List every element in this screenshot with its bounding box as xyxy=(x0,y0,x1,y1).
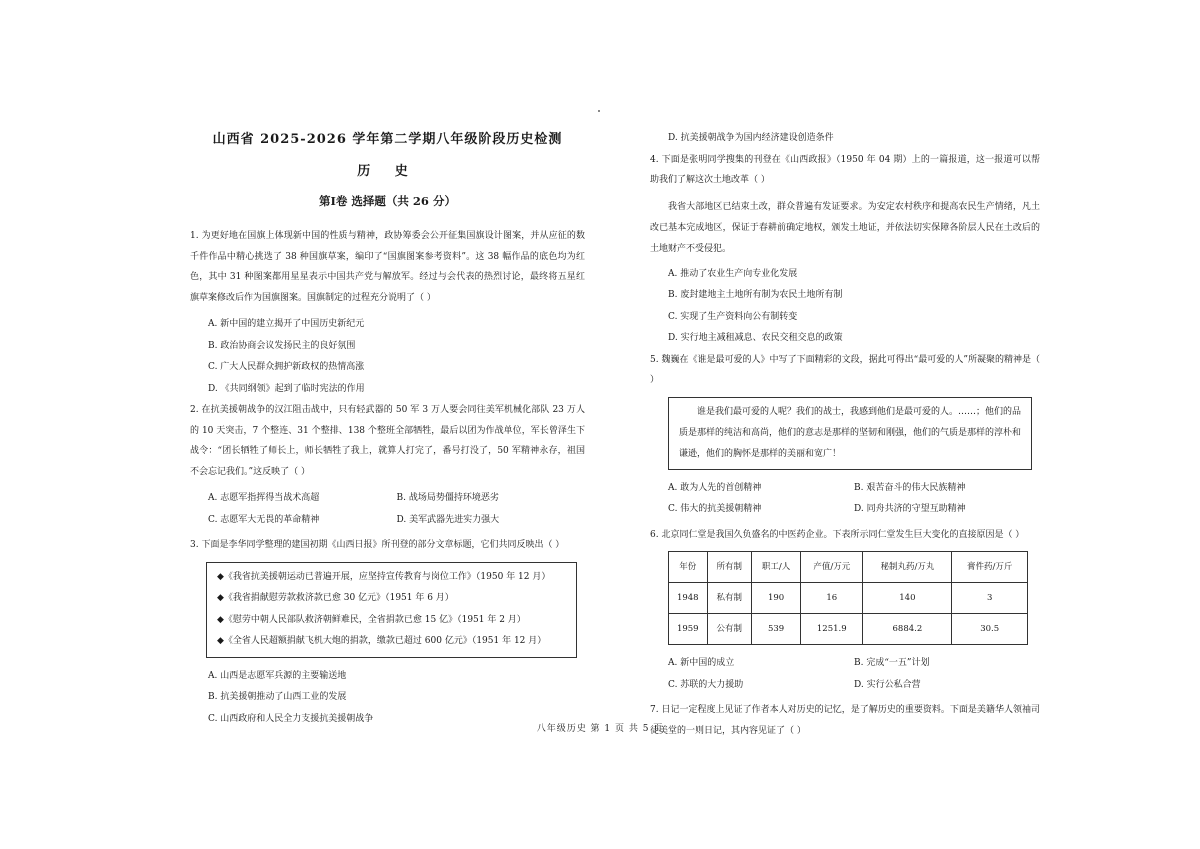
option-c: C. 广大人民群众拥护新政权的热情高涨 xyxy=(208,362,365,373)
table-row xyxy=(669,614,1028,645)
headline: ◆《我省抗美援朝运动已普遍开展，应坚持宣传教育与岗位工作》（1950 年 12 月） xyxy=(217,571,551,582)
headline: ◆《我省捐献慰劳款救济款已愈 30 亿元》（1951 年 6 月） xyxy=(217,593,454,604)
option-c: C. 实现了生产资料向公有制转变 xyxy=(668,311,798,322)
options-grid xyxy=(650,478,1040,521)
question-3 xyxy=(190,535,585,730)
question-6 xyxy=(650,525,1040,697)
table-cell: 539 xyxy=(752,614,801,645)
option-b: B. 政治协商会议发扬民主的良好氛围 xyxy=(208,340,356,351)
subject-title: 历 史 xyxy=(357,163,418,179)
option-b: B. 完成“一五”计划 xyxy=(854,658,930,668)
scan-dot xyxy=(598,110,600,112)
question-stem: 6. 北京同仁堂是我国久负盛名的中医药企业。下表所示同仁堂发生巨大变化的直接原因是（ ） xyxy=(650,529,1025,540)
question-4 xyxy=(650,150,1040,350)
table-cell: 公有制 xyxy=(707,614,752,645)
table-cell: 6884.2 xyxy=(863,614,952,645)
question-stem: 1. 为更好地在国旗上体现新中国的性质与精神，政协筹委会公开征集国旗设计图案，并从应征的数千件作品中精心挑选了 38 种国旗草案，编印了“国旗图案参考资料”。这 38 幅作品的底色均为红色，其中 31 种图案都用星星表示中国共产党与解放军。经过与会代表的热烈讨论，最终将五星红旗草案修改后作为国旗图案。国旗制定的过程充分说明了（ ） xyxy=(190,231,585,303)
option-a: A. 敢为人先的首创精神 xyxy=(668,482,762,493)
option-b: B. 废封建地主土地所有制为农民土地所有制 xyxy=(668,290,843,300)
table-cell: 1251.9 xyxy=(801,614,863,645)
option-a: A. 山西是志愿军兵源的主要输送地 xyxy=(208,670,347,681)
table-cell: 30.5 xyxy=(952,614,1028,645)
table-header-row xyxy=(669,552,1028,583)
option-a: A. 新中国的建立揭开了中国历史新纪元 xyxy=(208,319,365,330)
option-d: D. 《共同纲领》起到了临时宪法的作用 xyxy=(208,383,365,394)
right-column xyxy=(650,128,1040,747)
question-1 xyxy=(190,226,585,400)
option-d: D. 同舟共济的守望互助精神 xyxy=(854,504,966,514)
option-b: B. 艰苦奋斗的伟大民族精神 xyxy=(854,482,966,493)
left-column xyxy=(190,120,585,730)
option-c: C. 山西政府和人民全力支援抗美援朝战争 xyxy=(208,713,374,724)
table-header: 产值/万元 xyxy=(801,552,863,583)
table-header: 所有制 xyxy=(707,552,752,583)
options-grid xyxy=(190,488,585,531)
option-a: A. 志愿军指挥得当战术高超 xyxy=(208,493,320,504)
question-stem: 2. 在抗美援朝战争的汉江阻击战中，只有轻武器的 50 军 3 万人要会同往美军机械化部队 23 万人的 10 天突击，7 个整连、31 个整排、138 个整班全部牺牲，最后以团为作战单位，军长曾泽生下战令：“团长牺牲了师长上，师长牺牲了我上，就算人打完了，番号打没了，50 军精神永存，祖国不会忘记我们。”这反映了（ ） xyxy=(190,405,585,477)
option-d: D. 抗美援朝战争为国内经济建设创造条件 xyxy=(668,133,834,143)
table-row xyxy=(669,583,1028,614)
option-d: D. 实行地主减租减息、农民交租交息的政策 xyxy=(668,333,843,343)
page-footer: 八年级历史 第 1 页 共 5 页 xyxy=(536,724,664,734)
question-stem: 4. 下面是张明同学搜集的刊登在《山西政报》（1950 年 04 期）上的一篇报道，这一报道可以帮助我们了解这次土地改革（ ） xyxy=(650,154,1040,185)
question-stem: 5. 魏巍在《谁是最可爱的人》中写了下面精彩的文段，据此可得出“最可爱的人”所凝聚的精神是（ ） xyxy=(650,354,1040,385)
report-passage: 我省大部地区已结束土改，群众普遍有发证要求。为安定农村秩序和提高农民生产情绪，凡土改已基本完成地区，保证于春耕前确定地权，颁发土地证，并依法切实保障各阶层人民在土改后的土地财产不受侵犯。 xyxy=(650,201,1040,254)
table-cell: 3 xyxy=(952,583,1028,614)
table-cell: 1959 xyxy=(669,614,708,645)
quote-box: 谁是我们最可爱的人呢？我们的战士，我感到他们是最可爱的人。……；他们的品质是那样的纯洁和高尚，他们的意志是那样的坚韧和刚强，他们的气质是那样的淳朴和谦逊，他们的胸怀是那样的美丽和宽广！ xyxy=(668,397,1032,470)
option-b: B. 战场局势僵持环境恶劣 xyxy=(396,493,499,504)
table-header: 膏件药/万斤 xyxy=(952,552,1028,583)
section-title: 第Ⅰ卷 选择题（共 26 分） xyxy=(319,194,456,208)
option-c: C. 苏联的大力援助 xyxy=(668,679,744,690)
table-header: 秘制丸药/万丸 xyxy=(863,552,952,583)
option-c: C. 志愿军大无畏的革命精神 xyxy=(208,514,320,525)
table-header: 年份 xyxy=(669,552,708,583)
headline: ◆《慰劳中朝人民部队救济朝鲜难民，全省捐款已愈 15 亿》（1951 年 2 月） xyxy=(217,614,526,625)
question-2 xyxy=(190,400,585,531)
headline: ◆《全省人民超额捐献飞机大炮的捐款，缴款已超过 600 亿元》（1951 年 12 月） xyxy=(217,636,547,647)
table-cell: 140 xyxy=(863,583,952,614)
option-d: D. 实行公私合营 xyxy=(854,679,921,690)
options-grid xyxy=(650,653,1040,696)
data-table xyxy=(668,551,1028,645)
table-cell: 16 xyxy=(801,583,863,614)
option-a: A. 新中国的成立 xyxy=(668,658,735,668)
option-c: C. 伟大的抗美援朝精神 xyxy=(668,504,762,514)
question-stem: 3. 下面是李华同学整理的建国初期《山西日报》所刊登的部分文章标题，它们共同反映出（ ） xyxy=(190,540,565,551)
option-b: B. 抗美援朝推动了山西工业的发展 xyxy=(208,692,347,703)
table-header: 职工/人 xyxy=(752,552,801,583)
table-cell: 190 xyxy=(752,583,801,614)
exam-title: 山西省 2025-2026 学年第二学期八年级阶段历史检测 xyxy=(212,132,563,147)
question-5 xyxy=(650,350,1040,521)
table-cell: 私有制 xyxy=(707,583,752,614)
question-stem: 7. 日记一定程度上见证了作者本人对历史的记忆，是了解历史的重要资料。下面是美籍华人领袖司徒美堂的一则日记，其内容见证了（ ） xyxy=(650,705,1040,736)
option-d: D. 美军武器先进实力强大 xyxy=(396,514,500,525)
headline-box xyxy=(206,562,577,658)
option-a: A. 推动了农业生产向专业化发展 xyxy=(668,268,798,279)
table-cell: 1948 xyxy=(669,583,708,614)
